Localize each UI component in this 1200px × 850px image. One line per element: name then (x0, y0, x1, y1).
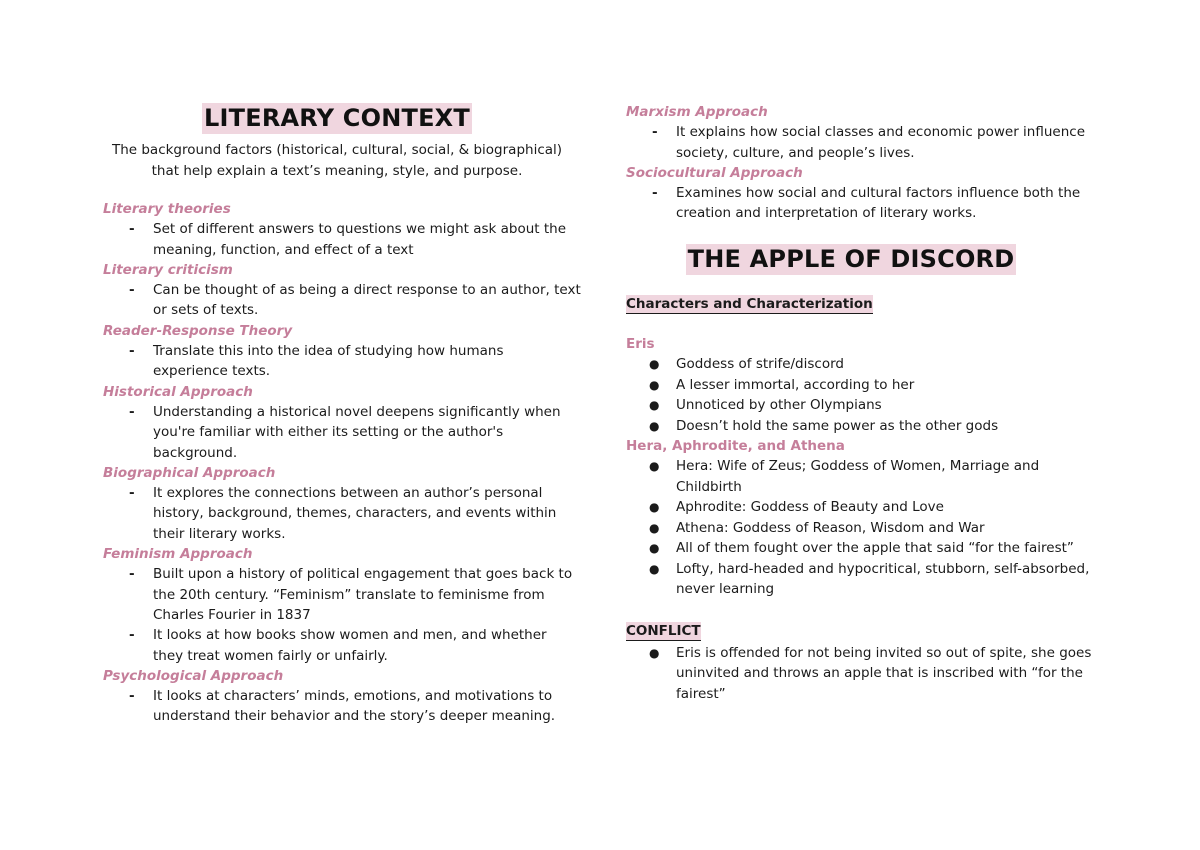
section-biographical (103, 463, 581, 544)
section-heading: Biographical Approach (103, 464, 276, 481)
list-item: - Translate this into the idea of studying how humans experience texts. (129, 343, 504, 380)
list-item: ● Goddess of strife/discord (649, 356, 844, 373)
eris-heading: Eris (626, 335, 655, 352)
eris-list (626, 354, 1106, 436)
apple-of-discord-title: THE APPLE OF DISCORD (687, 244, 1015, 273)
list-item: - Set of different answers to questions we might ask about the meaning, function, and effect of a text (129, 221, 567, 258)
section-heading: Historical Approach (103, 383, 253, 400)
right-column (626, 102, 1106, 704)
intro-line-1: The background factors (historical, cultural, social, & biographical) (111, 142, 563, 158)
section-feminism (103, 544, 581, 666)
list-item: - Can be thought of as being a direct response to an author, text or sets of texts. (129, 282, 581, 319)
literary-context-title-wrap (93, 103, 581, 134)
apple-title-wrap (596, 244, 1106, 275)
list-item: ● Athena: Goddess of Reason, Wisdom and War (649, 519, 985, 536)
list-item: ● A lesser immortal, according to her (649, 376, 915, 393)
intro-line-2: that help explain a text’s meaning, style, and purpose. (151, 162, 523, 179)
list-item: ● Eris is offended for not being invited so out of spite, she goes uninvited and throws an apple that is inscribed with “for the fairest” (649, 644, 1092, 702)
goddesses-heading: Hera, Aphrodite, and Athena (626, 438, 845, 455)
list-item: - It looks at characters’ minds, emotions, and motivations to understand their behavior and the story’s deeper meaning. (129, 688, 556, 725)
list-item: - Examines how social and cultural factors influence both the creation and interpretation of literary works. (652, 185, 1081, 222)
conflict-list (626, 643, 1106, 705)
list-item: ● Doesn’t hold the same power as the other gods (649, 417, 999, 434)
section-heading: Reader-Response Theory (103, 322, 293, 339)
section-heading: Psychological Approach (103, 667, 284, 684)
left-column (103, 103, 581, 727)
section-heading: Sociocultural Approach (626, 164, 803, 181)
list-item: - It explains how social classes and economic power influence society, culture, and people’s lives. (652, 124, 1086, 161)
goddesses-list (626, 456, 1106, 600)
literary-context-title: LITERARY CONTEXT (204, 104, 470, 132)
section-reader-response (103, 321, 581, 382)
section-literary-theories (103, 199, 581, 260)
section-heading: Literary criticism (103, 261, 233, 278)
section-sociocultural (626, 163, 1106, 224)
list-item: - Built upon a history of political engagement that goes back to the 20th century. “Feminism” translate to feminisme from Charles Fourier in 1837 (129, 566, 573, 623)
list-item: ● Aphrodite: Goddess of Beauty and Love (649, 499, 944, 516)
list-item: ● Lofty, hard-headed and hypocritical, stubborn, self-absorbed, never learning (649, 560, 1090, 598)
section-heading: Literary theories (103, 201, 231, 217)
intro-text (93, 140, 581, 181)
list-item: - Understanding a historical novel deepens significantly when you're familiar with either its setting or the author's background. (129, 403, 561, 461)
section-historical (103, 382, 581, 463)
list-item: ● Unnoticed by other Olympians (649, 397, 882, 414)
section-psychological (103, 666, 581, 727)
list-item: - It looks at how books show women and men, and whether they treat women fairly or unfairly. (129, 627, 547, 664)
list-item: ● Hera: Wife of Zeus; Goddess of Women, Marriage and Childbirth (649, 458, 1040, 495)
section-heading: Marxism Approach (626, 104, 768, 120)
section-marxism (626, 102, 1106, 163)
characters-heading: Characters and Characterization (626, 295, 873, 312)
section-heading: Feminism Approach (103, 546, 253, 563)
list-item: - It explores the connections between an author’s personal history, background, themes, characters, and events within their literary works. (129, 485, 557, 542)
conflict-heading: CONFLICT (626, 622, 701, 639)
section-literary-criticism (103, 260, 581, 321)
list-item: ● All of them fought over the apple that said “for the fairest” (649, 540, 1074, 557)
